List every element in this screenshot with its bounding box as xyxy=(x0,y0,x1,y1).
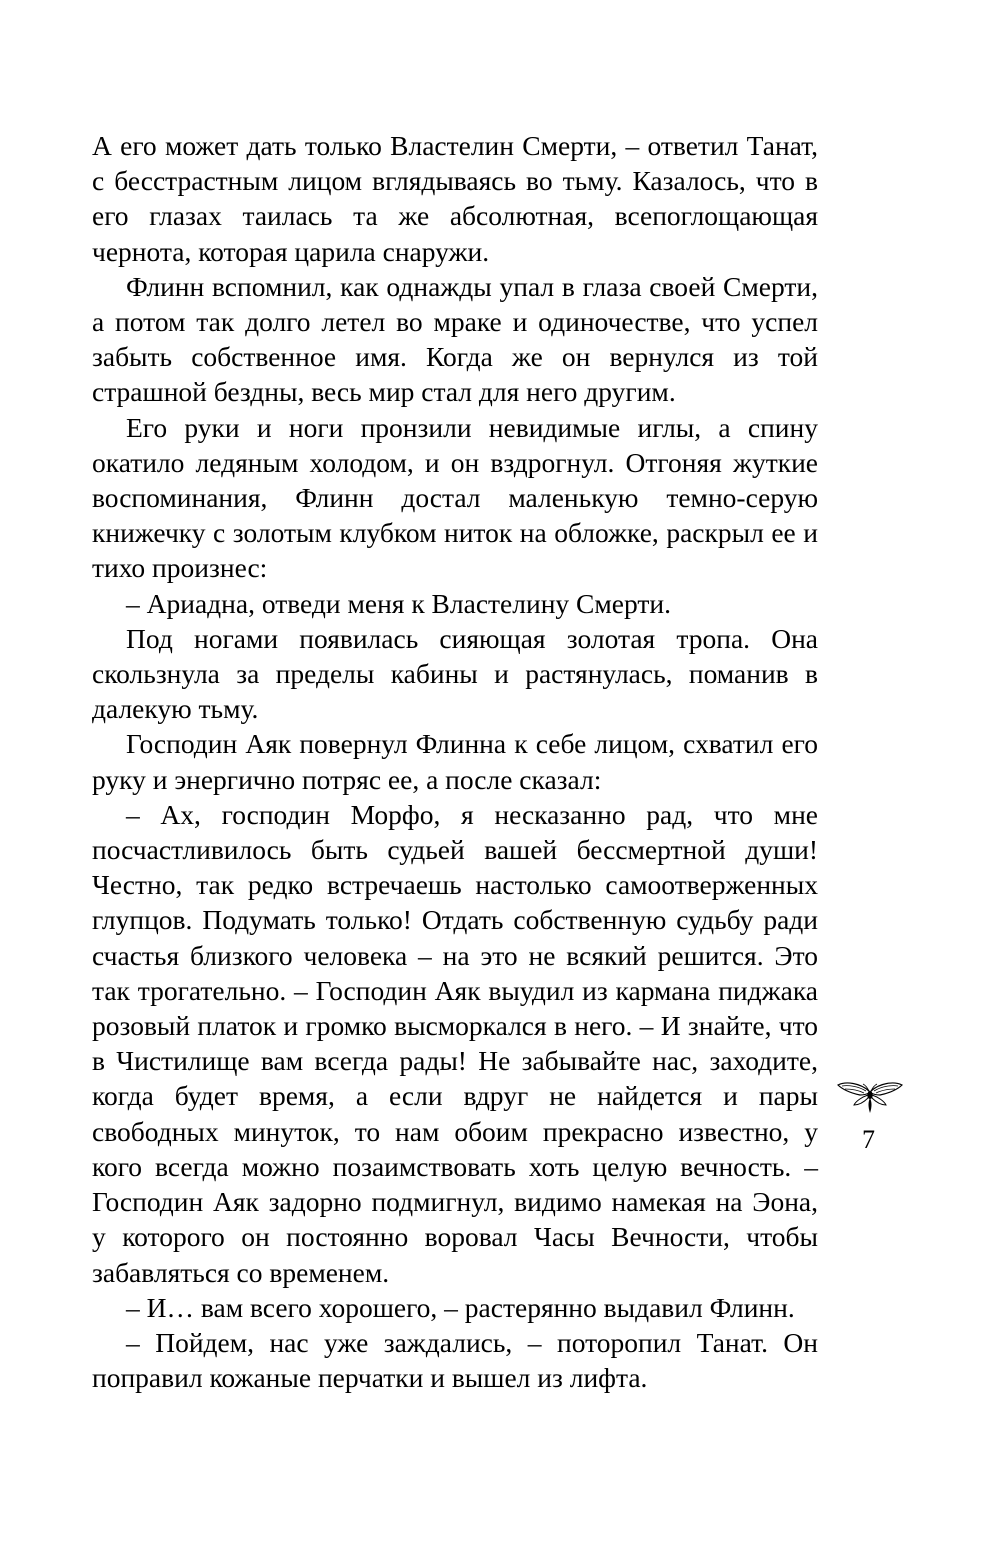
paragraph-5: Под ногами появилась сияющая золотая тропа. Она скользнула за пределы кабины и растянулась, поманив в далекую тьму. xyxy=(92,622,818,725)
paragraph-7: – Ах, господин Морфо, я несказанно рад, что мне посчастливилось быть судьей вашей бессмертной души! Честно, так редко встречаешь настолько самоотверженных глупцов. Подумать только! Отдать собственную судьбу ради счастья близкого человека – на это не всякий решится. Это так трогательно. – Господин Аяк выудил из кармана пиджака розовый платок и громко высморкался в него. – И знайте, что в Чистилище вам всегда рады! Не забывайте нас, заходите, когда будет время, а если вдруг не найдется и пары свободных минуток, то нам обоим прекрасно известно, у кого всегда можно позаимствовать хоть целую вечность. – Господин Аяк задорно подмигнул, видимо намекая на Эона, у которого он постоянно воровал Часы Вечности, чтобы забавляться со временем. xyxy=(92,798,818,1288)
paragraph-8: – И… вам всего хорошего, – растерянно выдавил Флинн. xyxy=(126,1291,795,1323)
paragraph-2: Флинн вспомнил, как однажды упал в глаза своей Смерти, а потом так долго летел во мраке и одиночестве, что успел забыть собственное имя. Когда же он вернулся из той страшной бездны, весь мир стал для него другим. xyxy=(92,270,818,408)
paragraph-1: А его может дать только Властелин Смерти, – ответил Танат, с бесстрастным лицом вглядываясь во тьму. Казалось, что в его глазах таилась та же абсолютная, всепоглощающая чернота, которая царила снаружи. xyxy=(92,130,818,267)
paragraph-6: Господин Аяк повернул Флинна к себе лицом, схватил его руку и энергично потряс ее, а после сказал: xyxy=(92,728,818,795)
paragraph-4: – Ариадна, отведи меня к Властелину Смерти. xyxy=(126,587,671,619)
paragraph-9: – Пойдем, нас уже заждались, – поторопил Танат. Он поправил кожаные перчатки и вышел из лифта. xyxy=(92,1326,818,1394)
paragraph-3: Его руки и ноги пронзили невидимые иглы, а спину окатило ледяным холодом, и он вздрогнул. Отгоняя жуткие воспоминания, Флинн достал маленькую темно-серую книжечку с золотым клубком ниток на обложке, раскрыл ее и тихо произнес: xyxy=(92,411,818,584)
page-number: 7 xyxy=(862,1125,875,1154)
moth-icon xyxy=(836,1077,904,1117)
page-text xyxy=(92,128,818,1395)
